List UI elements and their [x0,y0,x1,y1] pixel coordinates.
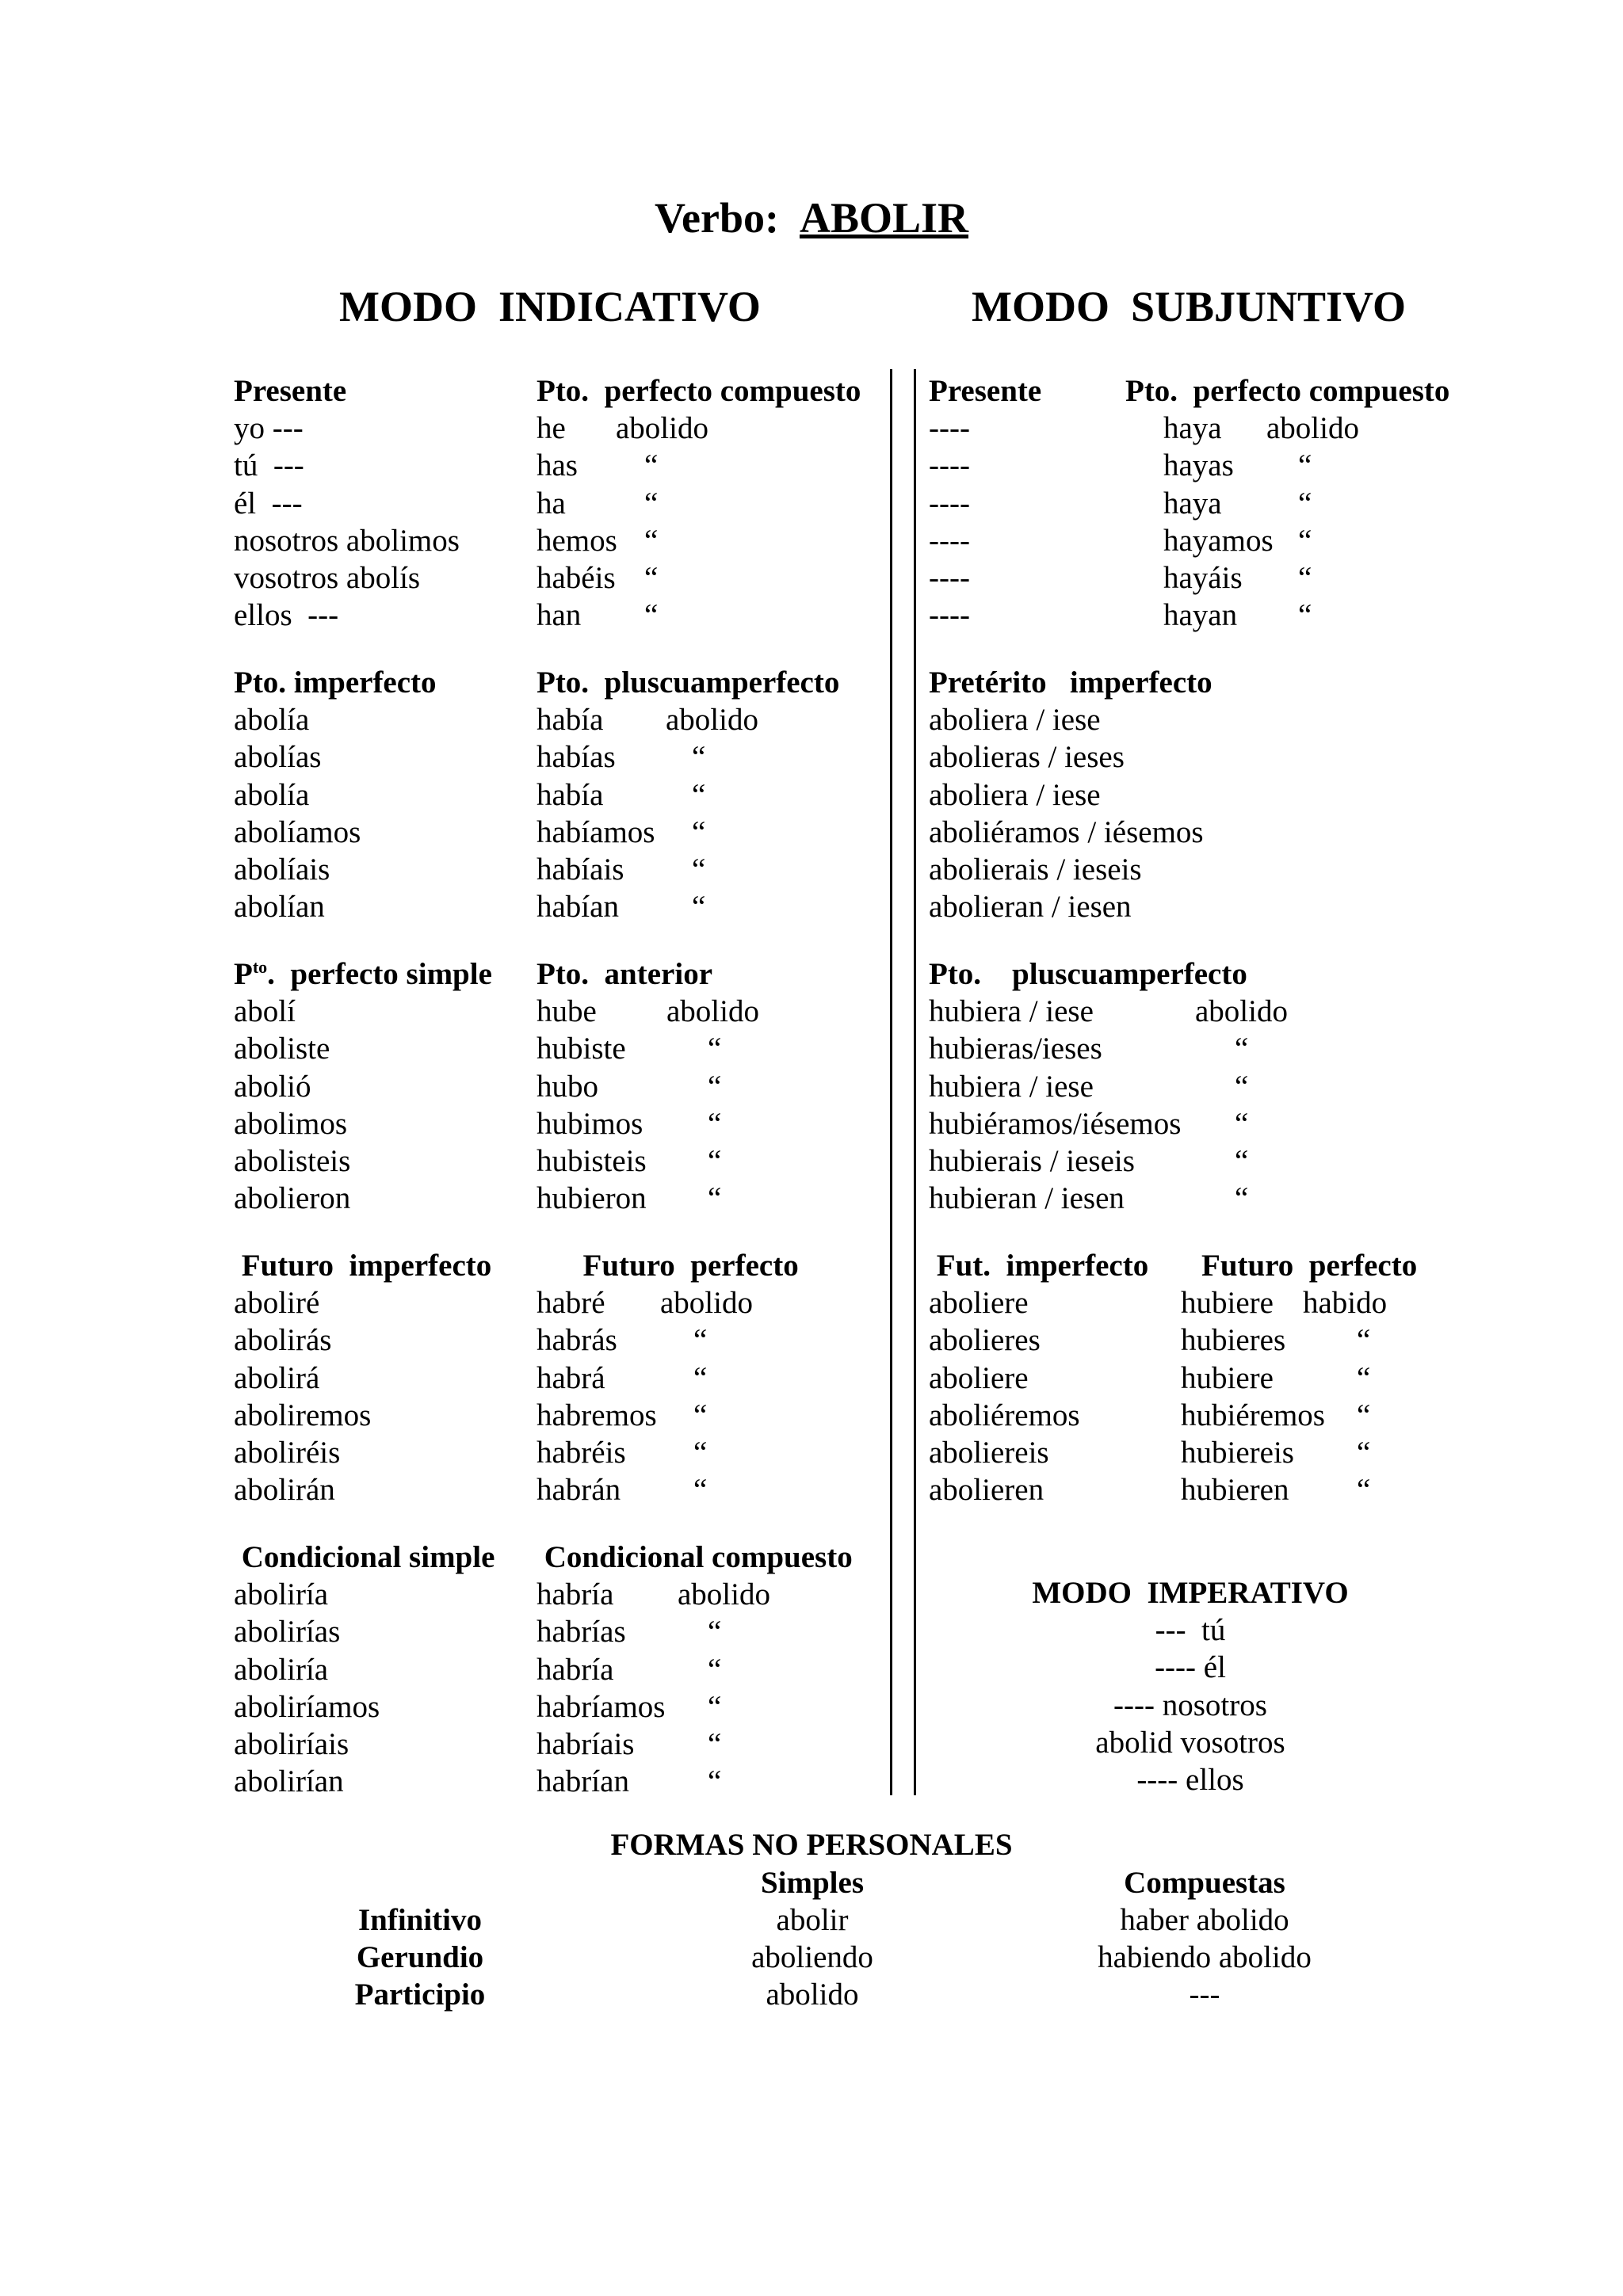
conjugation: ---- [929,486,970,521]
indicativo-column [234,372,884,1800]
ditto-mark: “ [692,814,706,849]
conjugation: tú --- [234,448,304,483]
aux-verb: hayas [1163,448,1234,483]
ditto-mark: “ [693,1435,708,1470]
conjugation: aboliré [234,1286,320,1321]
ditto-mark: “ [708,1764,722,1799]
conjugation: vosotros abolís [234,560,421,595]
formas-col-simples: Simples [760,1866,865,1900]
participle: abolido [660,1286,753,1321]
ditto-mark: “ [693,1323,708,1358]
indicativo-block-condicional [234,1539,884,1800]
aux-verb: hemos [537,523,617,558]
formas-compuesta: haber abolido [1120,1903,1289,1937]
formas-simple: aboliendo [751,1940,873,1974]
ditto-mark: “ [1357,1398,1371,1432]
title-label: Verbo: [654,194,779,242]
conjugation: abolía [234,777,310,812]
ditto-mark: “ [1357,1360,1371,1395]
ditto-mark: “ [1298,598,1312,633]
ditto-mark: “ [1298,486,1312,521]
conjugation: aboliremos [234,1398,372,1432]
ditto-mark: “ [1235,1032,1249,1066]
aux-verb: hubiereis [1181,1435,1294,1470]
ditto-mark: “ [693,1473,708,1508]
aux-verb: hayáis [1163,560,1243,595]
aux-verb: habría [537,1577,614,1612]
ditto-mark: “ [708,1032,722,1066]
conjugation: abolirías [234,1615,341,1650]
imperativo-row: abolid vosotros [1095,1725,1285,1760]
ditto-mark: “ [1235,1181,1249,1216]
imperativo-block [929,1574,1452,1798]
aux-verb: has [537,448,578,483]
conjugation: aboliréis [234,1435,341,1470]
aux-verb: hube [537,994,597,1029]
ditto-mark: “ [1298,560,1312,595]
title-verb: ABOLIR [799,194,969,242]
conjugation: hubiéramos/iésemos [929,1106,1182,1141]
conjugation: abolieres [929,1323,1041,1358]
aux-verb: habríamos [537,1689,666,1724]
subjuntivo-column [929,372,1499,1539]
ditto-mark: “ [692,852,706,887]
aux-verb: habrás [537,1323,617,1358]
aux-verb: había [537,777,604,812]
conjugation: abolió [234,1069,311,1104]
block-header: Futuro perfecto [1201,1249,1418,1283]
imperativo-heading: MODO IMPERATIVO [1032,1576,1349,1610]
ditto-mark: “ [644,598,659,633]
conjugation: abolirá [234,1360,320,1395]
ditto-mark: “ [708,1726,722,1761]
ditto-mark: “ [1357,1473,1371,1508]
conjugation: aboliste [234,1032,330,1066]
divider-line-left [890,369,892,1795]
aux-verb: habías [537,740,616,775]
conjugation: aboliéremos [929,1398,1080,1432]
aux-verb: he [537,411,566,446]
aux-verb: habrá [537,1360,605,1395]
conjugation: hubieras/ieses [929,1032,1102,1066]
conjugation: nosotros abolimos [234,523,460,558]
block-header [234,955,492,993]
conjugation: aboliríais [234,1726,349,1761]
conjugation: abolirían [234,1764,344,1799]
aux-verb: hubieres [1181,1323,1286,1358]
block-header: Condicional simple [234,1540,495,1574]
conjugation: abolisteis [234,1143,351,1178]
indicativo-block-presente [234,372,884,664]
aux-verb: hayamos [1163,523,1274,558]
aux-verb: hubisteis [537,1143,647,1178]
conjugation: aboliereis [929,1435,1049,1470]
subjuntivo-block-imperfecto [929,664,1499,955]
aux-verb: hubiere [1181,1360,1274,1395]
indicativo-block-imperfecto [234,664,884,955]
block-header: Pto. perfecto compuesto [1125,374,1450,408]
conjugation: abolí [234,994,296,1029]
block-header: Pto. anterior [537,957,713,991]
formas-label: Infinitivo [357,1903,483,1937]
aux-verb: han [537,598,582,633]
conjugation: hubieran / iesen [929,1181,1125,1216]
aux-verb: habéis [537,560,616,595]
conjugation: aboliría [234,1577,329,1612]
ditto-mark: “ [708,1652,722,1687]
indicativo-block-perfecto-simple [234,955,884,1247]
imperativo-row: --- tú [1155,1613,1226,1648]
aux-verb: ha [537,486,566,521]
header-text: . perfecto simple [267,957,492,991]
subjuntivo-heading: MODO SUBJUNTIVO [972,283,1406,330]
ditto-mark: “ [708,1069,722,1104]
conjugation: abolieras / ieses [929,740,1125,775]
ditto-mark: “ [1357,1435,1371,1470]
aux-verb: haya [1163,411,1222,446]
ditto-mark: “ [708,1689,722,1724]
conjugation: abolieron [234,1181,351,1216]
formas-label: Participio [354,1978,486,2012]
header-prefix: P [234,957,253,991]
aux-verb: habrían [537,1764,629,1799]
aux-verb: habremos [537,1398,657,1432]
ditto-mark: “ [692,740,706,775]
participle: abolido [666,994,759,1029]
ditto-mark: “ [708,1615,722,1650]
conjugation: hubiera / iese [929,1069,1094,1104]
imperativo-row: ---- nosotros [1113,1688,1267,1722]
formas-heading: FORMAS NO PERSONALES [610,1828,1013,1862]
ditto-mark: “ [1298,448,1312,483]
block-header: Fut. imperfecto [929,1249,1149,1283]
conjugation: aboliera / iese [929,777,1101,812]
aux-verb: hubieron [537,1181,647,1216]
aux-verb: habían [537,890,619,925]
subjuntivo-block-futuro [929,1247,1499,1539]
conjugation: abolías [234,740,322,775]
subjuntivo-block-pluscuamperfecto [929,955,1499,1247]
participle: abolido [1195,994,1288,1029]
block-header: Condicional compuesto [537,1540,853,1574]
ditto-mark: “ [692,777,706,812]
conjugation: aboliéramos / iésemos [929,814,1204,849]
ditto-mark: “ [1235,1143,1249,1178]
conjugation: abolía [234,703,310,738]
ditto-mark: “ [1235,1106,1249,1141]
participle: habido [1303,1286,1388,1321]
ditto-mark: “ [644,523,659,558]
subjuntivo-block-presente [929,372,1499,664]
formas-simple: abolir [776,1903,849,1937]
header-superscript: to [252,957,268,977]
block-header: Futuro perfecto [537,1249,799,1283]
page-title [0,190,1623,246]
aux-verb: habría [537,1652,614,1687]
conjugation: abolimos [234,1106,347,1141]
conjugation: abolíais [234,852,330,887]
formas-compuesta: habiendo abolido [1098,1940,1312,1974]
aux-verb: había [537,703,604,738]
conjugation: aboliere [929,1286,1029,1321]
ditto-mark: “ [644,560,659,595]
ditto-mark: “ [644,486,659,521]
formas-col-compuestas: Compuestas [1124,1866,1285,1900]
formas-compuesta: --- [1189,1978,1220,2012]
block-header: Pto. pluscuamperfecto [929,957,1247,991]
aux-verb: hayan [1163,598,1238,633]
aux-verb: hubimos [537,1106,643,1141]
conjugation: abolirás [234,1323,332,1358]
conjugation: ellos --- [234,598,339,633]
aux-verb: hubo [537,1069,598,1104]
ditto-mark: “ [708,1181,722,1216]
conjugation: aboliera / iese [929,703,1101,738]
conjugation: aboliría [234,1652,329,1687]
aux-verb: habréis [537,1435,626,1470]
conjugation: yo --- [234,411,304,446]
divider-line-right [914,369,916,1795]
aux-verb: haya [1163,486,1222,521]
conjugation: hubiera / iese [929,994,1094,1029]
ditto-mark: “ [692,890,706,925]
block-header: Pto. perfecto compuesto [537,374,861,408]
ditto-mark: “ [1235,1069,1249,1104]
participle: abolido [616,411,708,446]
ditto-mark: “ [708,1106,722,1141]
block-header: Pto. imperfecto [234,666,437,700]
block-header: Presente [929,374,1042,408]
indicativo-heading: MODO INDICATIVO [339,283,761,330]
aux-verb: habíamos [537,814,655,849]
conjugation: ---- [929,560,970,595]
participle: abolido [678,1577,770,1612]
conjugation: abolierais / ieseis [929,852,1142,887]
conjugation: ---- [929,523,970,558]
imperativo-row: ---- él [1155,1650,1226,1685]
aux-verb: hubiste [537,1032,626,1066]
block-header: Pto. pluscuamperfecto [537,666,840,700]
formas-simple: abolido [766,1978,859,2012]
aux-verb: hubiere [1181,1286,1274,1321]
block-header: Pretérito imperfecto [929,666,1212,700]
ditto-mark: “ [693,1398,708,1432]
conjugation: abolieren [929,1473,1044,1508]
ditto-mark: “ [1298,523,1312,558]
aux-verb: habré [537,1286,605,1321]
conjugation: ---- [929,411,970,446]
participle: abolido [666,703,758,738]
aux-verb: hubieren [1181,1473,1289,1508]
ditto-mark: “ [708,1143,722,1178]
conjugation: ---- [929,598,970,633]
conjugation: abolieran / iesen [929,890,1132,925]
conjugation: hubierais / ieseis [929,1143,1135,1178]
aux-verb: habríais [537,1726,635,1761]
aux-verb: habíais [537,852,624,887]
block-header: Presente [234,374,347,408]
conjugation: abolían [234,890,325,925]
aux-verb: hubiéremos [1181,1398,1325,1432]
conjugation: él --- [234,486,303,521]
aux-verb: habrías [537,1615,626,1650]
ditto-mark: “ [644,448,659,483]
aux-verb: habrán [537,1473,621,1508]
conjugation: abolirán [234,1473,335,1508]
conjugation: ---- [929,448,970,483]
conjugation: abolíamos [234,814,361,849]
ditto-mark: “ [693,1360,708,1395]
ditto-mark: “ [1357,1323,1371,1358]
indicativo-block-futuro [234,1247,884,1539]
block-header: Futuro imperfecto [234,1249,492,1283]
imperativo-row: ---- ellos [1136,1762,1244,1797]
conjugation: aboliere [929,1360,1029,1395]
conjugation: aboliríamos [234,1689,380,1724]
participle: abolido [1266,411,1359,446]
formas-label: Gerundio [356,1940,484,1974]
